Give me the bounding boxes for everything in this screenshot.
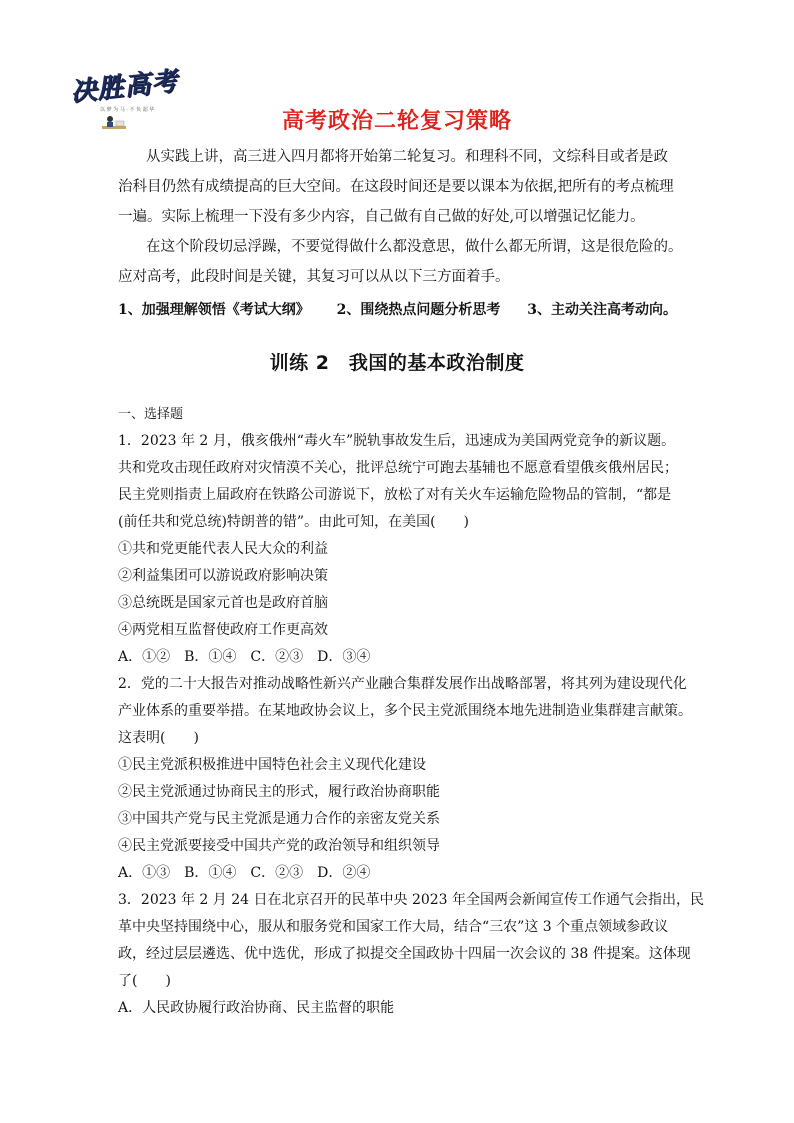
intro-paragraph-2 [118,232,683,292]
question-2 [118,671,693,887]
question-option: ④民主党派要接受中国共产党的政治领导和组织领导 [118,838,440,854]
question-stem-line: (前任共和党总统)特朗普的错”。由此可知，在美国( ) [118,514,470,530]
text-line: 一遍。实际上梳理一下没有多少内容，自己做有自己做的好处,可以增强记忆能力。 [118,209,645,225]
question-option: ①民主党派积极推进中国特色社会主义现代化建设 [118,757,426,773]
question-stem-line: 民主党则指责上届政府在铁路公司游说下，放松了对有关火车运输危险物品的管制，“都是 [118,487,672,503]
section-title: 训练 2 我国的基本政治制度 [269,352,525,374]
question-stem-line: 1．2023 年 2 月，俄亥俄州“毒火车”脱轨事故发生后，迅速成为美国两党竞争的新议题。 [118,433,676,449]
part-label: 一、选择题 [118,407,184,422]
question-stem-line: 革中央坚持围绕中心，服从和服务党和国家工作大局，结合“三农”这 3 个重点领域参政议 [118,919,669,935]
intro-paragraph-1 [118,142,678,232]
question-option: ③总统既是国家元首也是政府首脑 [118,595,328,611]
question-stem-line: 2．党的二十大报告对推动战略性新兴产业融合集群发展作出战略部署，将其列为建设现代化 [118,676,687,692]
question-stem-line: 这表明( ) [118,730,199,746]
question-stem-line: 了( ) [118,973,171,989]
answer-choices: A．①③ B．①④ C．②③ D．②④ [118,865,371,881]
question-option: A．人民政协履行政治协商、民主监督的职能 [118,1000,395,1016]
text-line: 从实践上讲，高三进入四月都将开始第二轮复习。和理科不同，文综科目或者是政 [146,149,668,165]
logo-subtitle: 以 梦 为 马 · 不 负 韶 华 [100,107,155,113]
logo-title: 决胜高考 [68,66,180,108]
key-point: 2、围绕热点问题分析思考 [336,302,501,318]
question-stem-line: 共和党攻击现任政府对灾情漠不关心，批评总统宁可跑去基辅也不愿意看望俄亥俄州居民； [118,460,678,476]
key-point: 1、加强理解领悟《考试大纲》 [118,302,310,318]
key-point: 3、主动关注高考动向。 [527,302,677,318]
question-option: ①共和党更能代表人民大众的利益 [118,541,328,557]
question-3 [118,887,705,1022]
question-option: ②利益集团可以游说政府影响决策 [118,568,328,584]
question-option: ②民主党派通过协商民主的形式，履行政治协商职能 [118,784,440,800]
text-line: 治科目仍然有成绩提高的巨大空间。在这段时间还是要以课本为依据,把所有的考点梳理 [118,179,674,195]
text-line: 在这个阶段切忌浮躁，不要觉得做什么都没意思，做什么都无所谓，这是很危险的。 [146,239,683,255]
question-option: ③中国共产党与民主党派是通力合作的亲密友党关系 [118,811,440,827]
key-points [118,297,698,323]
question-stem-line: 政，经过层层遴选、优中选优，形成了拟提交全国政协十四届一次会议的 38 件提案。这体现 [118,946,691,962]
question-stem-line: 3．2023 年 2 月 24 日在北京召开的民革中央 2023 年全国两会新闻宣传工作通气会指出，民 [118,892,705,908]
question-option: ④两党相互监督使政府工作更高效 [118,622,328,638]
text-line: 应对高考，此段时间是关键，其复习可以从以下三方面着手。 [118,269,510,285]
answer-choices: A．①② B．①④ C．②③ D．③④ [118,649,371,665]
page-title: 高考政治二轮复习策略 [281,109,512,134]
question-stem-line: 产业体系的重要举措。在某地政协会议上，多个民主党派围绕本地先进制造业集群建言献策。 [118,703,692,719]
question-1 [118,428,693,671]
